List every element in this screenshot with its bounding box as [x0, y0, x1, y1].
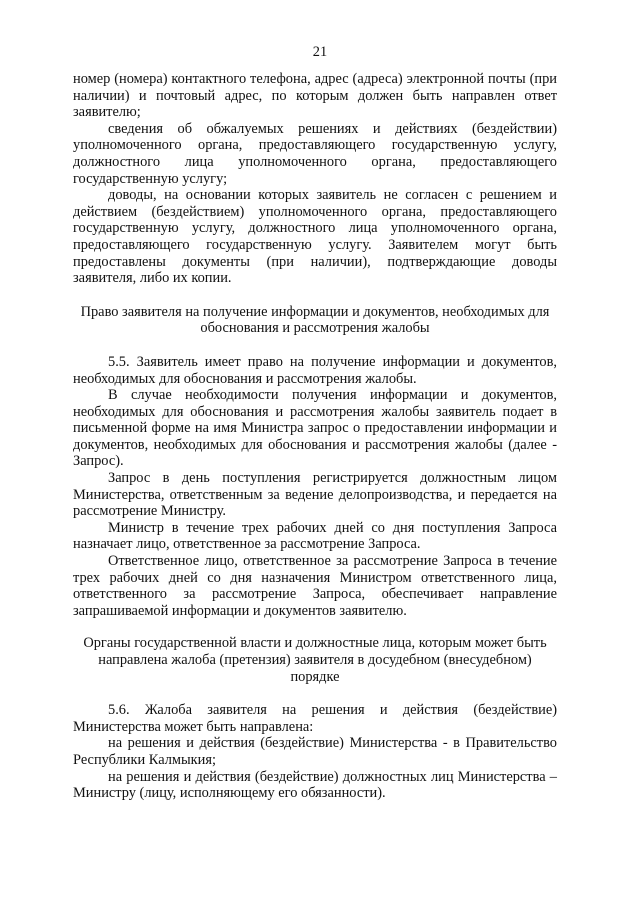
document-body	[73, 71, 557, 802]
paragraph: на решения и действия (бездействие) должностных лиц Министерства – Министру (лицу, исполняющему его обязанности).	[73, 768, 557, 802]
paragraph: доводы, на основании которых заявитель не согласен с решением и действием (бездействием) уполномоченного органа, предоставляющего государственную услугу, должностного лица уполномоченного органа, предоставляющего государственную услугу. Заявителем могут быть предоставлены документы (при наличии), подтверждающие доводы заявителя, либо их копии.	[73, 187, 557, 287]
paragraph: Министр в течение трех рабочих дней со дня поступления Запроса назначает лицо, ответственное за рассмотрение Запроса.	[73, 519, 557, 553]
paragraph: В случае необходимости получения информации и документов, необходимых для обоснования и рассмотрения жалобы заявитель подает в письменной форме на имя Министра запрос о предоставлении информации и документов, необходимых для обоснования и рассмотрения жалобы (далее - Запрос).	[73, 387, 557, 470]
paragraph: номер (номера) контактного телефона, адрес (адреса) электронной почты (при наличии) и почтовый адрес, по которым должен быть направлен ответ заявителю;	[73, 71, 557, 121]
paragraph: Ответственное лицо, ответственное за рассмотрение Запроса в течение трех рабочих дней со дня назначения Министром ответственного лица, ответственного за рассмотрение Запроса, обеспечивает направление запрашиваемой информации и документов заявителю.	[73, 553, 557, 619]
paragraph: Запрос в день поступления регистрируется должностным лицом Министерства, ответственным за ведение делопроизводства, и передается на рассмотрение Министру.	[73, 470, 557, 520]
section-heading: Органы государственной власти и должностные лица, которым может быть направлена жалоба (претензия) заявителя в досудебном (внесудебном) порядке	[83, 635, 547, 685]
paragraph: 5.6. Жалоба заявителя на решения и действия (бездействие) Министерства может быть направлена:	[73, 702, 557, 735]
paragraph: 5.5. Заявитель имеет право на получение информации и документов, необходимых для обоснования и рассмотрения жалобы.	[73, 353, 557, 387]
page-number: 21	[312, 44, 328, 60]
paragraph: на решения и действия (бездействие) Министерства - в Правительство Республики Калмыкия;	[73, 735, 557, 768]
paragraph: сведения об обжалуемых решениях и действиях (бездействии) уполномоченного органа, предоставляющего государственную услугу, должностного лица уполномоченного органа, предоставляющего государственную услугу;	[73, 120, 557, 187]
section-heading: Право заявителя на получение информации и документов, необходимых для обоснования и рассмотрения жалобы	[80, 303, 550, 337]
